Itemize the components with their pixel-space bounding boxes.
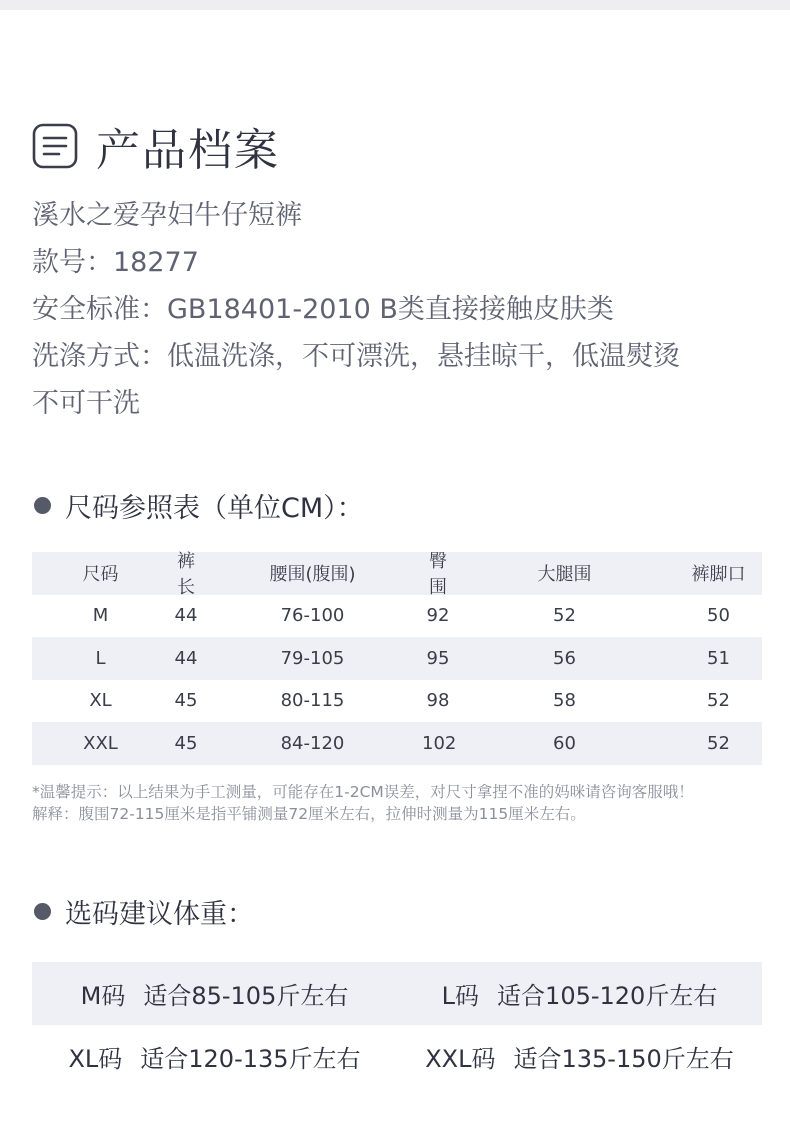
weight-item: [32, 1039, 397, 1074]
table-cell: 50: [707, 605, 730, 627]
table-cell: 92: [426, 605, 450, 627]
table-cell: 76-100: [280, 605, 345, 627]
table-cell: 102: [422, 732, 457, 754]
table-cell: 56: [553, 647, 576, 669]
weight-range: 适合120-135斤左右: [140, 1045, 361, 1073]
safety-standard: 安全标准：GB18401-2010 B类直接接触皮肤类: [32, 294, 614, 325]
measurement-notes: [32, 781, 772, 825]
measurement-tip: *温馨提示：以上结果为手工测量，可能存在1-2CM误差，对尺寸拿捏不准的妈咪请咨询客服哦！: [32, 783, 694, 801]
column-header: 裤长: [177, 551, 195, 599]
weight-range: 适合135-150斤左右: [513, 1045, 734, 1073]
page-title: 产品档案: [96, 125, 280, 176]
column-header: 尺码: [82, 564, 119, 586]
table-cell: 44: [174, 605, 198, 627]
table-row: [32, 722, 762, 765]
style-number: 款号：18277: [32, 247, 199, 278]
table-row: [32, 680, 762, 723]
table-cell: 45: [174, 732, 198, 754]
weight-item: [397, 976, 762, 1011]
table-cell: 95: [426, 647, 450, 669]
size-label: L码: [441, 982, 480, 1010]
waist-explanation: 解释：腹围72-115厘米是指平铺测量72厘米左右，拉伸时测量为115厘米左右。: [32, 805, 586, 823]
table-cell: 44: [174, 647, 198, 669]
weight-row: [32, 1025, 762, 1088]
size-chart-heading: [32, 486, 364, 525]
table-cell: 52: [707, 690, 730, 712]
table-cell: 98: [426, 690, 450, 712]
washing-instructions: 洗涤方式：低温洗涤，不可漂洗，悬挂晾干，低温熨烫: [32, 341, 680, 372]
bullet-dot: [34, 903, 51, 920]
table-cell: 84-120: [280, 732, 345, 754]
table-cell: 79-105: [280, 647, 345, 669]
table-cell: 58: [553, 690, 576, 712]
weight-range: 适合85-105斤左右: [143, 982, 349, 1010]
table-cell: L: [95, 647, 106, 669]
weight-item: [397, 1039, 762, 1074]
weight-guide-table: [32, 962, 762, 1088]
weight-range: 适合105-120斤左右: [497, 982, 718, 1010]
column-header: 大腿围: [537, 564, 592, 586]
table-cell: M: [92, 605, 109, 627]
washing-instructions-cont: 不可干洗: [32, 388, 140, 419]
size-label: XXL码: [425, 1045, 496, 1073]
table-cell: 60: [553, 732, 576, 754]
weight-row: [32, 962, 762, 1025]
product-name: 溪水之爱孕妇牛仔短裤: [32, 200, 302, 231]
top-divider: [0, 0, 790, 10]
product-info: [32, 192, 762, 427]
table-cell: 51: [707, 647, 730, 669]
document-list-icon: [32, 122, 78, 170]
table-cell: XXL: [83, 732, 118, 754]
table-cell: 52: [707, 732, 730, 754]
column-header: 臀围: [429, 551, 447, 599]
weight-guide-heading: [32, 892, 254, 931]
size-label: XL码: [68, 1045, 123, 1073]
size-chart-table: [32, 552, 762, 765]
weight-guide-title: 选码建议体重：: [65, 899, 254, 930]
column-header: 腰围(腹围): [269, 564, 356, 586]
weight-item: [32, 976, 397, 1011]
table-row: [32, 637, 762, 680]
table-cell: 80-115: [280, 690, 345, 712]
bullet-dot: [34, 497, 51, 514]
size-chart-title: 尺码参照表（单位CM）：: [65, 493, 364, 524]
page-header: [32, 118, 280, 174]
table-cell: 45: [174, 690, 198, 712]
table-cell: XL: [89, 690, 112, 712]
table-cell: 52: [553, 605, 576, 627]
table-row: [32, 595, 762, 638]
size-label: M码: [80, 982, 126, 1010]
column-header: 裤脚口: [691, 564, 746, 586]
table-header-row: [32, 551, 762, 599]
